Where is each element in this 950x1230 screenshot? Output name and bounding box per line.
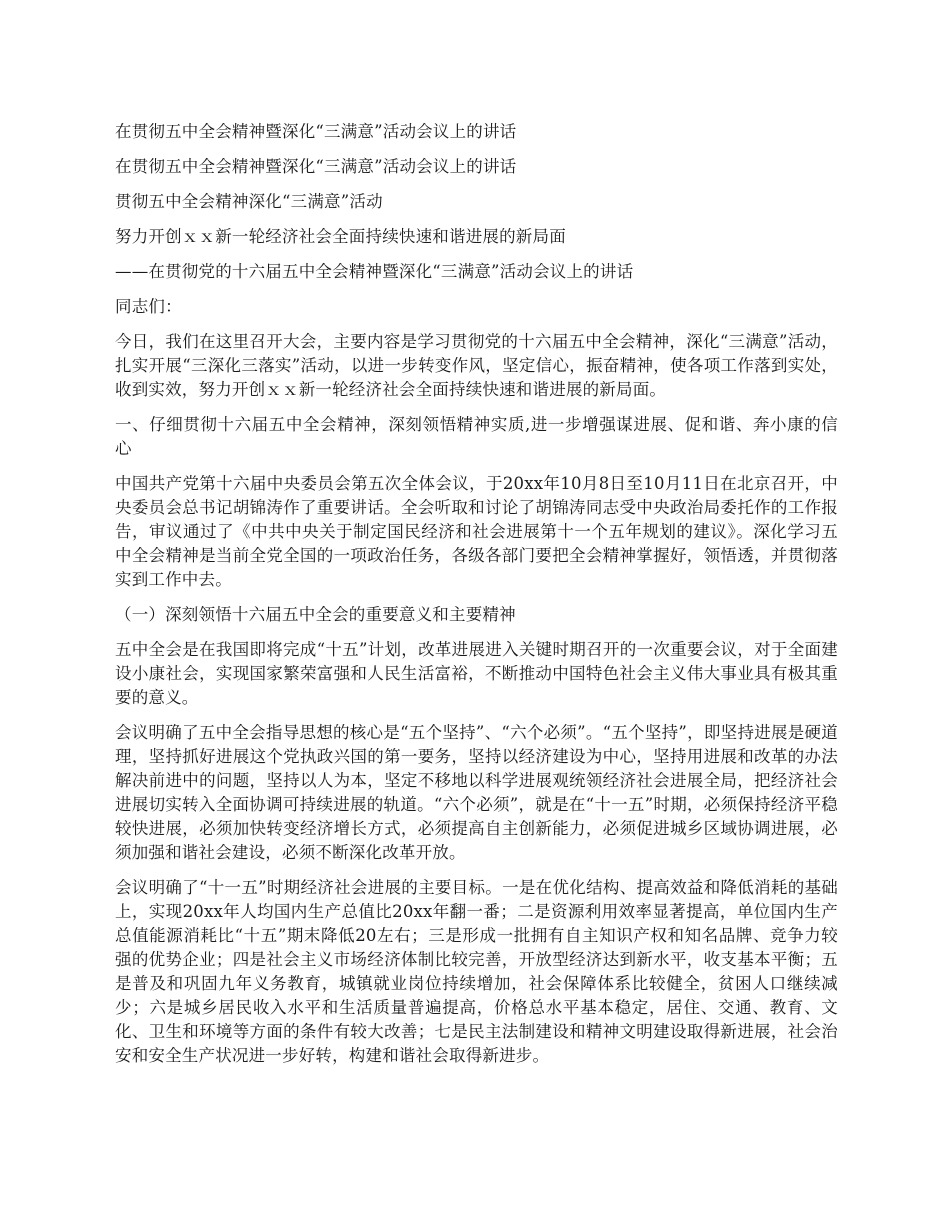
salutation: 同志们： <box>115 297 182 316</box>
intro-paragraph: 今日，我们在这里召开大会，主要内容是学习贯彻党的十六届五中全会精神，深化“三满意”活动，扎实开展“三深化三落实”活动，以进一步转变作风，坚定信心，振奋精神，使各项工作落到实处，收到实效，努力开创ｘｘ新一轮经济社会全面持续快速和谐进展的新局面。 <box>115 332 838 399</box>
doc-title: 在贯彻五中全会精神暨深化“三满意”活动会议上的讲话 <box>115 122 517 141</box>
body-paragraph: 会议明确了五中全会指导思想的核心是“五个坚持”、“六个必须”。“五个坚持”，即坚持进展是硬道理，坚持抓好进展这个党执政兴国的第一要务，坚持以经济建设为中心，坚持用进展和改革的办法解决前进中的问题，坚持以人为本，坚定不移地以科学进展观统领经济社会进展全局，把经济社会进展切实转入全面协调可持续进展的轨道。“六个必须”，就是在“十一五”时期，必须保持经济平稳较快进展，必须加快转变经济增长方式，必须提高自主创新能力，必须促进城乡区域协调进展，必须加强和谐社会建设，必须不断深化改革开放。 <box>115 723 838 862</box>
subsection-heading-1: （一）深刻领悟十六届五中全会的重要意义和主要精神 <box>115 605 516 624</box>
body-paragraph: 五中全会是在我国即将完成“十五”计划，改革进展进入关键时期召开的一次重要会议，对于全面建设小康社会，实现国家繁荣富强和人民生活富裕，不断推动中国特色社会主义伟大事业具有极其重要的意义。 <box>115 640 838 707</box>
doc-subheading: ——在贯彻党的十六届五中全会精神暨深化“三满意”活动会议上的讲话 <box>115 262 634 281</box>
body-paragraph: 会议明确了“十一五”时期经济社会进展的主要目标。一是在优化结构、提高效益和降低消耗的基础上，实现20xx年人均国内生产总值比20xx年翻一番；二是资源利用效率显著提高，单位国内生产总值能源消耗比“十五”期末降低20左右；三是形成一批拥有自主知识产权和知名品牌、竞争力较强的优势企业；四是社会主义市场经济体制比较完善，开放型经济达到新水平，收支基本平衡；五是普及和巩固九年义务教育，城镇就业岗位持续增加，社会保障体系比较健全，贫困人口继续减少；六是城乡居民收入水平和生活质量普遍提高，价格总水平基本稳定，居住、交通、教育、文化、卫生和环境等方面的条件有较大改善；七是民主法制建设和精神文明建设取得新进展，社会治安和安全生产状况进一步好转，构建和谐社会取得新进步。 <box>115 878 838 1065</box>
doc-title-repeat: 在贯彻五中全会精神暨深化“三满意”活动会议上的讲话 <box>115 157 517 176</box>
body-paragraph: 中国共产党第十六届中央委员会第五次全体会议，于20xx年10月8日至10月11日在北京召开，中央委员会总书记胡锦涛作了重要讲话。全会听取和讨论了胡锦涛同志受中央政治局委托作的工作报告，审议通过了《中共中央关于制定国民经济和社会进展第十一个五年规划的建议》。深化学习五中全会精神是当前全党全国的一项政治任务，各级各部门要把全会精神掌握好，领悟透，并贯彻落实到工作中去。 <box>115 474 838 589</box>
doc-main-heading: 努力开创ｘｘ新一轮经济社会全面持续快速和谐进展的新局面 <box>115 227 566 246</box>
doc-subject: 贯彻五中全会精神深化“三满意”活动 <box>115 192 383 211</box>
section-heading-1: 一、仔细贯彻十六届五中全会精神，深刻领悟精神实质,进一步增强谋进展、促和谐、奔小康的信心 <box>115 415 838 458</box>
document-body <box>115 120 838 1079</box>
